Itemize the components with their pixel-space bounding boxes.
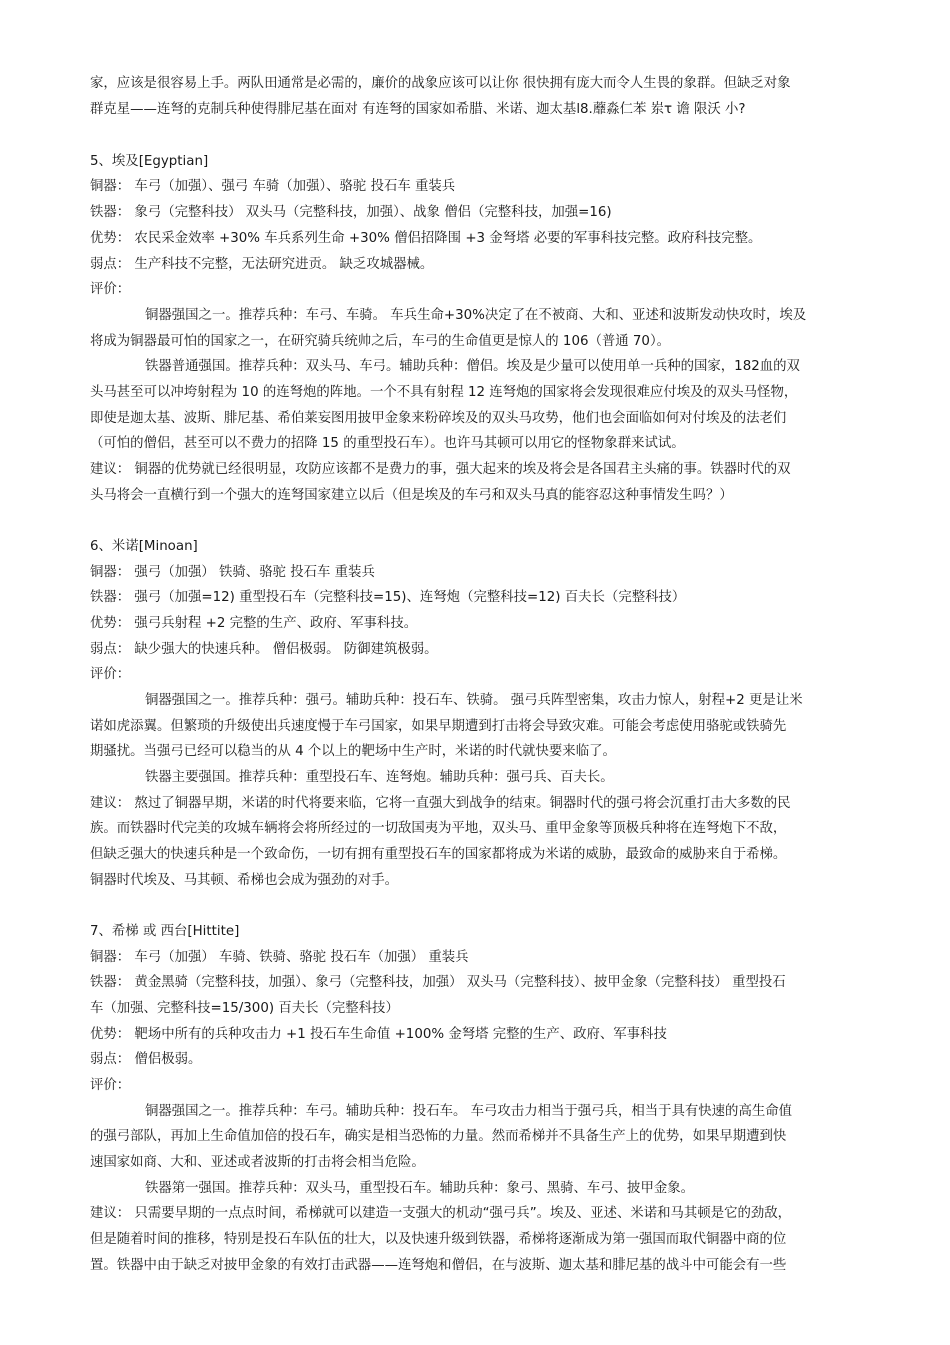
advantages: 优势： 强弓兵射程 +2 完整的生产、政府、军事科技。 bbox=[90, 616, 418, 631]
evaluation-text: 铁器第一强国。推荐兵种：双头马，重型投石车。辅助兵种：象弓、黑骑、车弓、披甲金象。 bbox=[145, 1181, 695, 1196]
bronze-units: 铜器： 车弓（加强）、强弓 车骑（加强）、骆驼 投石车 重装兵 bbox=[90, 179, 456, 194]
evaluation-label: 评价： bbox=[90, 667, 131, 682]
advice-text: 建议： 熬过了铜器早期，米诺的时代将要来临，它将一直强大到战争的结束。铜器时代的强弓将会沉重打击大多数的民 bbox=[90, 796, 791, 811]
evaluation-text: 即使是迦太基、波斯、腓尼基、希伯莱妄图用披甲金象来粉碎埃及的双头马攻势，他们也会面临如何对付埃及的法老们 bbox=[90, 411, 787, 426]
evaluation-label: 评价： bbox=[90, 282, 131, 297]
advantages: 优势： 农民采金效率 +30% 车兵系列生命 +30% 僧侣招降围 +3 金弩塔 必要的军事科技完整。政府科技完整。 bbox=[90, 231, 762, 246]
advice-text: 但是随着时间的推移，特别是投石车队伍的壮大，以及快速升级到铁器，希梯将逐渐成为第一强国而取代铜器中商的位 bbox=[90, 1232, 787, 1247]
weaknesses: 弱点： 生产科技不完整，无法研究进贡。 缺乏攻城器械。 bbox=[90, 257, 434, 272]
evaluation-text: 铁器主要强国。推荐兵种：重型投石车、连弩炮。辅助兵种：强弓兵、百夫长。 bbox=[145, 770, 614, 785]
evaluation-text: 铜器强国之一。推荐兵种：车弓。辅助兵种：投石车。 车弓攻击力相当于强弓兵，相当于具有快速的高生命值 bbox=[145, 1104, 793, 1119]
bronze-units: 铜器： 强弓（加强） 铁骑、骆驼 投石车 重装兵 bbox=[90, 565, 375, 580]
evaluation-label: 评价： bbox=[90, 1078, 131, 1093]
bronze-units: 铜器： 车弓（加强） 车骑、铁骑、骆驼 投石车（加强） 重装兵 bbox=[90, 950, 469, 965]
evaluation-text: 铁器普通强国。推荐兵种：双头马、车弓。辅助兵种：僧侣。埃及是少量可以使用单一兵种的国家，182血的双 bbox=[145, 359, 800, 374]
advantages: 优势： 靶场中所有的兵种攻击力 +1 投石车生命值 +100% 金弩塔 完整的生产、政府、军事科技 bbox=[90, 1027, 667, 1042]
advice-text: 建议： 只需要早期的一点点时间，希梯就可以建造一支强大的机动“强弓兵”。埃及、亚述、米诺和马其顿是它的劲敌， bbox=[90, 1206, 792, 1221]
evaluation-text: 期骚扰。当强弓已经可以稳当的从 4 个以上的靶场中生产时，米诺的时代就快要来临了。 bbox=[90, 744, 616, 759]
evaluation-text: （可怕的僧侣，甚至可以不费力的招降 15 的重型投石车）。也许马其顿可以用它的怪物象群来试试。 bbox=[90, 436, 685, 451]
advice-text: 但缺乏强大的快速兵种是一个致命伤，一切有拥有重型投石车的国家都将成为米诺的威胁，最致命的威胁来自于希梯。 bbox=[90, 847, 787, 862]
section-heading: 6、米诺[Minoan] bbox=[90, 539, 198, 554]
iron-units: 铁器： 象弓（完整科技） 双头马（完整科技，加强）、战象 僧侣（完整科技，加强=16) bbox=[90, 205, 612, 220]
evaluation-text: 铜器强国之一。推荐兵种：车弓、车骑。 车兵生命+30%决定了在不被商、大和、亚述和波斯发动快攻时，埃及 bbox=[145, 308, 807, 323]
advice-text: 族。而铁器时代完美的攻城车辆将会将所经过的一切敌国夷为平地，双头马、重甲金象等顶极兵种将在连弩炮下不敌， bbox=[90, 821, 787, 836]
iron-units: 铁器： 黄金黑骑（完整科技，加强）、象弓（完整科技，加强） 双头马（完整科技）、披甲金象（完整科技） 重型投石 bbox=[90, 975, 786, 990]
advice-text: 铜器时代埃及、马其顿、希梯也会成为强劲的对手。 bbox=[90, 873, 398, 888]
evaluation-text: 将成为铜器最可怕的国家之一，在研究骑兵统帅之后，车弓的生命值更是惊人的 106（普通 70）。 bbox=[90, 334, 671, 349]
advice-text: 头马将会一直横行到一个强大的连弩国家建立以后（但是埃及的车弓和双头马真的能容忍这种事情发生吗？） bbox=[90, 488, 733, 503]
iron-units: 铁器： 强弓（加强=12) 重型投石车（完整科技=15)、连弩炮（完整科技=12) 百夫长（完整科技） bbox=[90, 590, 686, 605]
advice-text: 置。铁器中由于缺乏对披甲金象的有效打击武器——连弩炮和僧侣，在与波斯、迦太基和腓尼基的战斗中可能会有一些 bbox=[90, 1258, 787, 1273]
section-heading: 7、希梯 或 西台[Hittite] bbox=[90, 924, 240, 939]
section-heading: 5、埃及[Egyptian] bbox=[90, 154, 209, 169]
evaluation-text: 诺如虎添翼。但繁琐的升级使出兵速度慢于车弓国家，如果早期遭到打击将会导致灾难。可能会考虑使用骆驼或铁骑先 bbox=[90, 719, 787, 734]
evaluation-text: 的强弓部队，再加上生命值加倍的投石车，确实是相当恐怖的力量。然而希梯并不具备生产上的优势，如果早期遭到快 bbox=[90, 1129, 787, 1144]
iron-units: 车（加强、完整科技=15/300) 百夫长（完整科技） bbox=[90, 1001, 399, 1016]
advice-text: 建议： 铜器的优势就已经很明显，攻防应该都不是费力的事，强大起来的埃及将会是各国君主头痛的事。铁器时代的双 bbox=[90, 462, 791, 477]
weaknesses: 弱点： 缺少强大的快速兵种。 僧侣极弱。 防御建筑极弱。 bbox=[90, 642, 438, 657]
intro-line: 家，应该是很容易上手。两队田通常是必需的，廉价的战象应该可以让你 很快拥有庞大而令人生畏的象群。但缺乏对象 bbox=[90, 76, 791, 91]
intro-line: 群克星——连弩的克制兵种使得腓尼基在面对 有连弩的国家如希腊、米诺、迦太基l8.蘼淼仁苯 岽τ 谵 限沃 小? bbox=[90, 102, 746, 117]
evaluation-text: 铜器强国之一。推荐兵种：强弓。辅助兵种：投石车、铁骑。 强弓兵阵型密集，攻击力惊人，射程+2 更是让米 bbox=[145, 693, 803, 708]
weaknesses: 弱点： 僧侣极弱。 bbox=[90, 1052, 202, 1067]
evaluation-text: 速国家如商、大和、亚述或者波斯的打击将会相当危险。 bbox=[90, 1155, 425, 1170]
evaluation-text: 头马甚至可以冲垮射程为 10 的连弩炮的阵地。一个不具有射程 12 连弩炮的国家将会发现很难应付埃及的双头马怪物， bbox=[90, 385, 798, 400]
